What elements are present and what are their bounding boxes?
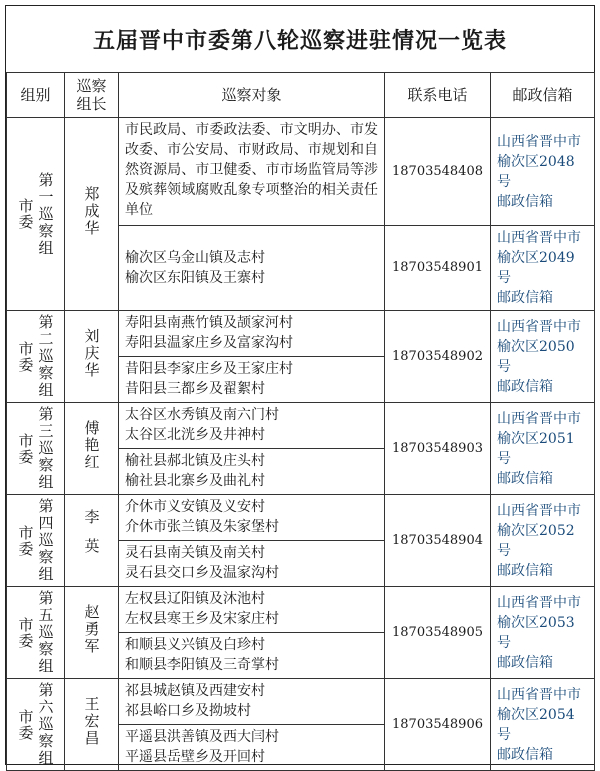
mail-cell — [491, 226, 595, 311]
mail-cell — [491, 495, 595, 587]
header-leader-line2: 组长 — [76, 95, 107, 113]
target-text: 左权县寒王乡及宋家庄村 — [125, 611, 279, 627]
target-text: 榆次区乌金山镇及志村 — [125, 250, 265, 266]
group-name: 第一巡察组 — [36, 171, 55, 257]
mail-cell — [491, 679, 595, 771]
group-cell — [7, 403, 65, 495]
group-level: 市委 — [16, 198, 35, 230]
phone-cell: 18703548408 — [385, 118, 491, 226]
mail-line: 榆次区2050号 — [497, 338, 575, 375]
header-row — [7, 73, 595, 118]
target-text: 榆次区东阳镇及王寨村 — [125, 270, 265, 286]
target-cell — [119, 587, 385, 633]
target-text: 昔阳县李家庄乡及王家庄村 — [125, 361, 293, 377]
target-cell — [119, 357, 385, 403]
target-cell — [119, 311, 385, 357]
mail-line: 榆次区2053号 — [497, 614, 575, 651]
leader-cell — [65, 311, 119, 403]
leader-name: 李英 — [82, 508, 101, 567]
mail-line: 邮政信箱 — [497, 562, 553, 579]
target-text: 祁县峪口乡及拗坡村 — [125, 703, 251, 719]
mail-line: 邮政信箱 — [497, 290, 553, 306]
group-level: 市委 — [16, 432, 35, 465]
phone-cell: 18703548904 — [385, 495, 491, 587]
table-row — [7, 403, 595, 449]
table-row — [7, 587, 595, 633]
header-target: 巡察对象 — [119, 73, 385, 118]
group-cell — [7, 311, 65, 403]
target-cell — [119, 633, 385, 679]
mail-line: 邮政信箱 — [497, 746, 553, 763]
table-row — [7, 495, 595, 541]
target-text: 太谷区水秀镇及南六门村 — [125, 407, 279, 423]
target-text: 灵石县南关镇及南关村 — [125, 545, 265, 561]
header-mail: 邮政信箱 — [491, 73, 595, 118]
page-title: 五届晋中市委第八轮巡察进驻情况一览表 — [92, 28, 507, 54]
target-text: 平遥县岳壁乡及开回村 — [125, 749, 265, 765]
target-text: 榆社县北寨乡及曲礼村 — [125, 473, 265, 489]
leader-cell — [65, 679, 119, 771]
group-name: 第四巡察组 — [36, 498, 55, 583]
group-cell — [7, 679, 65, 771]
mail-line: 山西省晋中市 — [497, 686, 581, 703]
target-text: 左权县辽阳镇及沐池村 — [125, 591, 265, 607]
phone-cell: 18703548906 — [385, 679, 491, 771]
mail-line: 榆次区2048号 — [497, 153, 575, 190]
target-text: 祁县城赵镇及西建安村 — [125, 683, 265, 699]
mail-line: 山西省晋中市 — [497, 502, 581, 519]
group-level: 市委 — [16, 708, 35, 741]
target-text: 寿阳县南燕竹镇及颉家河村 — [125, 315, 293, 331]
mail-line: 山西省晋中市 — [497, 133, 581, 150]
group-level: 市委 — [16, 616, 35, 649]
header-group: 组别 — [7, 73, 65, 118]
leader-name: 刘庆华 — [82, 328, 101, 379]
mail-line: 邮政信箱 — [497, 378, 553, 395]
target-text: 市民政局、市委政法委、市文明办、市发改委、市公安局、市财政局、市规划和自然资源局、市卫健委、市市场监管局等涉及殡葬领域腐败乱象专项整治的相关责任单位 — [125, 122, 378, 218]
target-cell — [119, 541, 385, 587]
mail-line: 山西省晋中市 — [497, 318, 581, 335]
target-text: 介休市张兰镇及朱家堡村 — [125, 519, 279, 535]
mail-line: 山西省晋中市 — [497, 594, 581, 611]
group-name: 第二巡察组 — [36, 314, 55, 399]
leader-name: 王宏昌 — [82, 696, 101, 747]
leader-name: 傅艳红 — [82, 420, 101, 471]
mail-line: 山西省晋中市 — [497, 410, 581, 427]
mail-cell — [491, 587, 595, 679]
target-cell — [119, 495, 385, 541]
mail-line: 榆次区2049号 — [497, 250, 575, 286]
target-text: 和顺县李阳镇及三奇掌村 — [125, 657, 279, 673]
target-text: 昔阳县三都乡及翟絮村 — [125, 381, 265, 397]
mail-line: 榆次区2052号 — [497, 522, 575, 559]
group-name: 第六巡察组 — [36, 682, 55, 767]
target-text: 榆社县郝北镇及庄头村 — [125, 453, 265, 469]
table-frame — [5, 5, 595, 765]
leader-name: 郑成华 — [82, 185, 101, 237]
phone-cell: 18703548905 — [385, 587, 491, 679]
phone-cell: 18703548902 — [385, 311, 491, 403]
group-level: 市委 — [16, 340, 35, 373]
target-text: 和顺县义兴镇及白珍村 — [125, 637, 265, 653]
table-row — [7, 679, 595, 725]
leader-cell — [65, 403, 119, 495]
header-phone: 联系电话 — [385, 73, 491, 118]
leader-cell — [65, 495, 119, 587]
inspection-table — [6, 72, 595, 771]
target-cell — [119, 449, 385, 495]
mail-line: 邮政信箱 — [497, 470, 553, 487]
target-cell — [119, 679, 385, 725]
leader-cell — [65, 587, 119, 679]
group-cell — [7, 495, 65, 587]
leader-cell — [65, 118, 119, 311]
header-leader-line1: 巡察 — [76, 77, 107, 95]
mail-line: 邮政信箱 — [497, 654, 553, 671]
mail-cell — [491, 311, 595, 403]
mail-line: 榆次区2054号 — [497, 706, 575, 743]
mail-cell — [491, 118, 595, 226]
target-cell — [119, 725, 385, 771]
leader-name: 赵勇军 — [82, 604, 101, 655]
target-cell — [119, 226, 385, 311]
group-cell — [7, 118, 65, 311]
target-text: 寿阳县温家庄乡及富家沟村 — [125, 335, 293, 351]
target-text: 太谷区北洸乡及井神村 — [125, 427, 265, 443]
mail-cell — [491, 403, 595, 495]
target-cell — [119, 118, 385, 226]
group-name: 第三巡察组 — [36, 406, 55, 491]
header-leader — [65, 73, 119, 118]
group-cell — [7, 587, 65, 679]
target-text: 介休市义安镇及义安村 — [125, 499, 265, 515]
phone-cell: 18703548901 — [385, 226, 491, 311]
target-text: 平遥县洪善镇及西大闫村 — [125, 729, 279, 745]
group-name: 第五巡察组 — [36, 590, 55, 675]
mail-line: 邮政信箱 — [497, 193, 553, 210]
target-cell — [119, 403, 385, 449]
table-row — [7, 311, 595, 357]
mail-line: 山西省晋中市 — [497, 230, 581, 246]
target-text: 灵石县交口乡及温家沟村 — [125, 565, 279, 581]
phone-cell: 18703548903 — [385, 403, 491, 495]
table-row — [7, 118, 595, 226]
mail-line: 榆次区2051号 — [497, 430, 575, 467]
group-level: 市委 — [16, 524, 35, 557]
